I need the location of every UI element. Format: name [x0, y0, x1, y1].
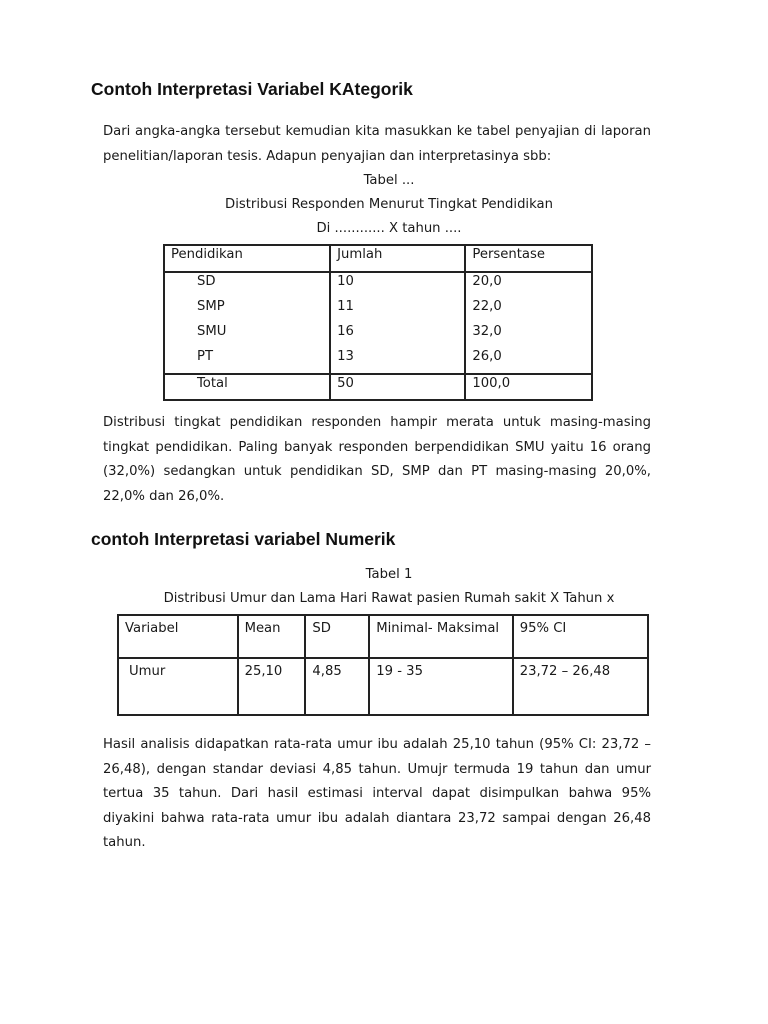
column-header: Variabel	[118, 615, 238, 658]
table-cell: Umur	[118, 658, 238, 715]
education-table	[163, 244, 593, 401]
table-cell: Total	[164, 374, 330, 400]
table-cell: 23,72 – 26,48	[513, 658, 648, 715]
column-header: Persentase	[465, 245, 592, 272]
table1-subtitle: Di ............ X tahun ....	[316, 221, 462, 236]
column-header: 95% CI	[513, 615, 648, 658]
table-cell: 50	[330, 374, 465, 400]
section2-heading: contoh Interpretasi variabel Numerik	[91, 529, 396, 549]
table-cell: PT	[164, 348, 330, 374]
table1-title: Distribusi Responden Menurut Tingkat Pendidikan	[225, 197, 553, 212]
table-cell: 16	[330, 323, 465, 348]
table-cell: 19 - 35	[369, 658, 512, 715]
table-cell: 32,0	[465, 323, 592, 348]
column-header: Pendidikan	[164, 245, 330, 272]
table2-title: Distribusi Umur dan Lama Hari Rawat pasien Rumah sakit X Tahun x	[163, 591, 615, 606]
table-cell: SMP	[164, 298, 330, 323]
column-header: Jumlah	[330, 245, 465, 272]
column-header: Mean	[238, 615, 306, 658]
table-cell: 11	[330, 298, 465, 323]
table-cell: 10	[330, 272, 465, 298]
table-cell: SMU	[164, 323, 330, 348]
table-row	[164, 272, 592, 298]
table-cell: SD	[164, 272, 330, 298]
table-header-row	[118, 615, 648, 658]
column-header: SD	[305, 615, 369, 658]
section2-interpretation: Hasil analisis didapatkan rata-rata umur ibu adalah 25,10 tahun (95% CI: 23,72 – 26,48), dengan standar deviasi 4,85 tahun. Umujr termuda 19 tahun dan umur tertua 35 tahun. Dari hasil estimasi interval dapat disimpulkan bahwa 95% diyakini bahwa rata-rata umur ibu adalah diantara 23,72 sampai dengan 26,48 tahun.	[103, 737, 651, 850]
section1-heading: Contoh Interpretasi Variabel KAtegorik	[91, 79, 413, 99]
table-cell: 22,0	[465, 298, 592, 323]
numeric-table	[117, 614, 649, 716]
table-cell: 20,0	[465, 272, 592, 298]
table-row	[164, 323, 592, 348]
table-header-row	[164, 245, 592, 272]
section1-interpretation: Distribusi tingkat pendidikan responden hampir merata untuk masing-masing tingkat pendidikan. Paling banyak responden berpendidikan SMU yaitu 16 orang (32,0%) sedangkan untuk pendidikan SD, SMP dan PT masing-masing 20,0%, 22,0% dan 26,0%.	[103, 415, 651, 504]
table2-label: Tabel 1	[365, 567, 413, 582]
table-cell: 4,85	[305, 658, 369, 715]
table-row	[164, 348, 592, 374]
column-header: Minimal- Maksimal	[369, 615, 512, 658]
table-row	[118, 658, 648, 715]
table1-label: Tabel ...	[363, 173, 415, 188]
table-row	[164, 298, 592, 323]
table-cell: 25,10	[238, 658, 306, 715]
table-cell: 26,0	[465, 348, 592, 374]
section1-intro: Dari angka-angka tersebut kemudian kita masukkan ke tabel penyajian di laporan penelitian/laporan tesis. Adapun penyajian dan interpretasinya sbb:	[103, 124, 651, 164]
table-total-row	[164, 374, 592, 400]
table-cell: 100,0	[465, 374, 592, 400]
table-cell: 13	[330, 348, 465, 374]
